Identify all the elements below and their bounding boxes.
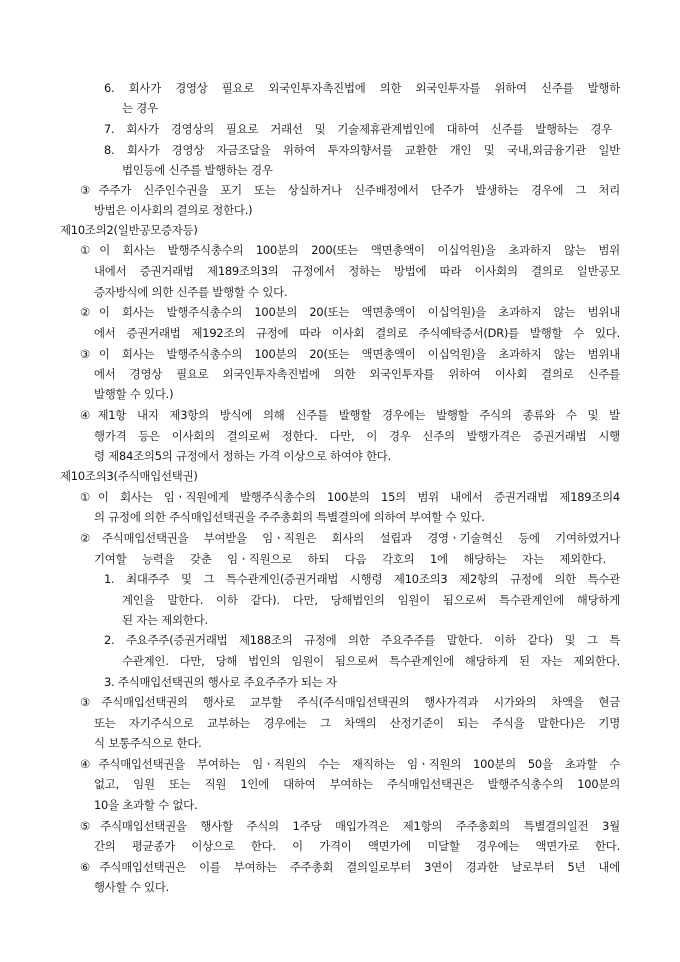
art3-para-3-line-3: 식 보통주식으로 한다. (94, 736, 202, 750)
item-8-line-1: 8. 회사가 경영상 자금조달을 위하여 투자의향서를 교환한 개인 및 국내,외금융기관 일반 (104, 143, 620, 157)
art3-para-2-line-2: 기여할 능력을 갖춘 임ㆍ직원으로 하되 다음 각호의 1에 해당하는 자는 제외한다. (94, 552, 606, 566)
art3-para-4-line-3: 10을 초과할 수 없다. (94, 798, 198, 812)
art2-para-3-line-2: 에서 경영상 필요로 외국인투자촉진법에 의한 외국인투자를 위하여 이사회 결의로 신주를 (94, 367, 620, 381)
art3-sub-1-line-3: 된 자는 제외한다. (122, 613, 208, 627)
art3-para-1-line-2: 의 규정에 의한 주식매입선택권을 주주총회의 특별결의에 의하여 부여할 수 있다. (94, 510, 485, 524)
art2-para-2-line-2: 에서 증권거래법 제192조의 규정에 따라 이사회 결의로 주식예탁증서(DR)를 발행할 수 있다. (94, 326, 620, 340)
art3-sub-2-line-1: 2. 주요주주(증권거래법 제188조의 규정에 의한 주요주주를 말한다. 이하 같다) 및 그 특 (104, 633, 620, 647)
art3-sub-1-line-1: 1. 최대주주 및 그 특수관계인(증권거래법 시행령 제10조의3 제2항의 규정에 의한 특수관 (104, 572, 620, 586)
art3-para-1-line-1: ①이 회사는 임ㆍ직원에게 발행주식총수의 100분의 15의 범위 내에서 증권거래법 제189조의4 (80, 490, 620, 504)
art2-para-1-line-3: 증자방식에 의한 신주를 발행할 수 있다. (94, 285, 288, 299)
art3-sub-2-line-2: 수관계인. 다만, 당해 법인의 임원이 됨으로써 특수관계인에 해당하게 된 자는 제외한다. (122, 654, 620, 668)
art3-para-6-line-1: ⑥주식매입선택권은 이를 부여하는 주주총회 결의일로부터 3연이 경과한 날로부터 5년 내에 (80, 860, 620, 874)
item-7-line-1: 7. 회사가 경영상의 필요로 거래선 및 기술제휴관계법인에 대하여 신주를 발행하는 경우 (104, 122, 612, 136)
art2-para-3-line-1: ③이 회사는 발행주식총수의 100분의 20(또는 액면총액이 이십억원)을 초과하지 않는 범위내 (80, 347, 620, 361)
item-6-line-2: 는 경우 (122, 101, 158, 115)
article-10-2-heading: 제10조의2(일반공모증자등) (60, 223, 198, 237)
art3-sub-3-line-1: 3. 주식매입선택권의 행사로 주요주주가 되는 자 (104, 675, 337, 689)
item-8-line-2: 법인등에 신주를 발행하는 경우 (122, 163, 273, 177)
art3-para-4-line-1: ④주식매입선택권을 부여하는 임ㆍ직원의 수는 재직하는 임ㆍ직원의 100분의 50을 초과할 수 (80, 757, 620, 771)
art3-para-4-line-2: 없고, 임원 또는 직원 1인에 대하여 부여하는 주식매입선택권은 발행주식총수의 100분의 (94, 777, 620, 791)
art3-para-6-line-2: 행사할 수 있다. (94, 880, 170, 894)
para-3-line-1: ③주주가 신주인수권을 포기 또는 상실하거나 신주배정에서 단주가 발생하는 경우에 그 처리 (80, 183, 620, 197)
art3-para-2-line-1: ②주식매입선택권을 부여받을 임ㆍ직원은 회사의 설립과 경영ㆍ기술혁신 등에 기여하였거나 (80, 531, 620, 545)
art2-para-4-line-3: 령 제84조의5의 규정에서 정하는 가격 이상으로 하여야 한다. (94, 449, 391, 463)
art3-para-3-line-1: ③주식매입선택권의 행사로 교부할 주식(주식매입선택권의 행사가격과 시가와의 차액을 현금 (80, 695, 620, 709)
article-10-3-heading: 제10조의3(주식매입선택권) (60, 469, 198, 483)
art2-para-2-line-1: ②이 회사는 발행주식총수의 100분의 20(또는 액면총액이 이십억원)을 초과하지 않는 범위내 (80, 305, 620, 319)
art2-para-1-line-2: 내에서 증권거래법 제189조의3의 규정에서 정하는 방법에 따라 이사회의 결의로 일반공모 (94, 264, 620, 278)
art2-para-3-line-3: 발행할 수 있다.) (94, 387, 174, 401)
art2-para-1-line-1: ①이 회사는 발행주식총수의 100분의 200(또는 액면총액이 이십억원)을 초과하지 않는 범위 (80, 243, 620, 257)
art2-para-4-line-1: ④제1항 내지 제3항의 방식에 의해 신주를 발행할 경우에는 발행할 주식의 종류와 수 및 발 (80, 408, 620, 422)
para-3-line-2: 방법은 이사회의 결의로 정한다.) (94, 203, 253, 217)
art3-sub-1-line-2: 계인을 말한다. 이하 같다). 다만, 당해법인의 임원이 됨으로써 특수관계인에 해당하게 (122, 593, 620, 607)
art3-para-5-line-1: ⑤주식매입선택권을 행사할 주식의 1주당 매입가격은 제1항의 주주총회의 특별결의일전 3월 (80, 819, 620, 833)
art3-para-3-line-2: 또는 자기주식으로 교부하는 경우에는 그 차액의 산정기준이 되는 주식을 말한다)은 기명 (94, 716, 620, 730)
art3-para-5-line-2: 간의 평균종가 이상으로 한다. 이 가격이 액면가에 미달할 경우에는 액면가로 한다. (94, 839, 620, 853)
item-6-line-1: 6. 회사가 경영상 필요로 외국인투자촉진법에 의한 외국인투자를 위하여 신주를 발행하 (104, 81, 620, 95)
art2-para-4-line-2: 행가격 등은 이사회의 결의로써 정한다. 다만, 이 경우 신주의 발행가격은 증권거래법 시행 (94, 429, 620, 443)
